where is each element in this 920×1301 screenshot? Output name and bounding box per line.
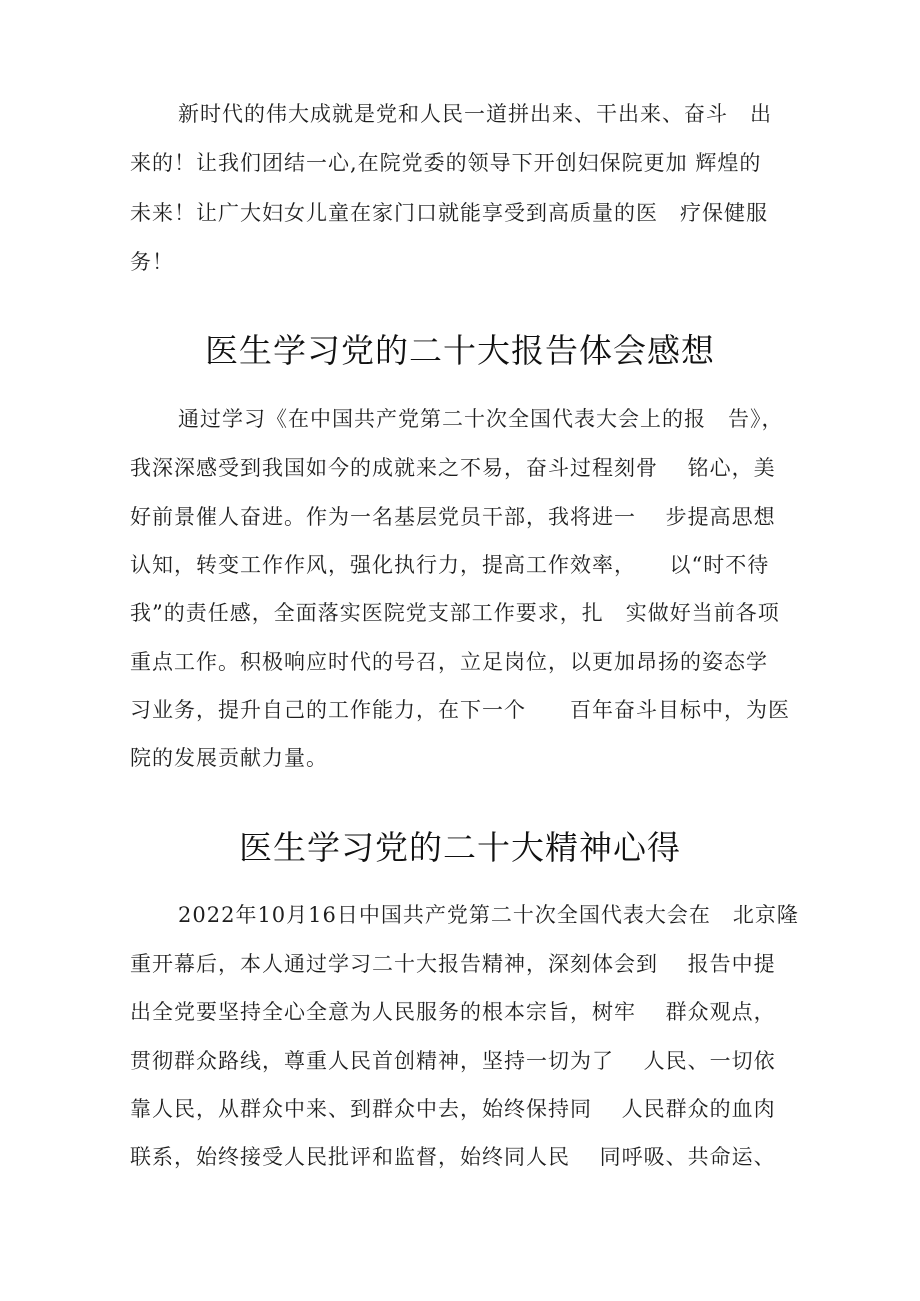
section2-line-1: 2022年10月16日中国共产党第二十次全国代表大会在 北京隆: [178, 903, 799, 927]
section2-line-6: 联系，始终接受人民批评和监督，始终同人民 同呼吸、共命运、: [130, 1145, 776, 1169]
section2-line-3: 出全党要坚持全心全意为人民服务的根本宗旨，树牢 群众观点，: [130, 1000, 776, 1024]
section2-title: 医生学习党的二十大精神心得: [239, 828, 681, 867]
intro-line-3: 未来！让广大妇女儿童在家门口就能享受到高质量的医 疗保健服: [130, 201, 768, 225]
section1-line-1: 通过学习《在中国共产党第二十次全国代表大会上的报 告》，: [178, 407, 784, 431]
section2-line-2: 重开幕后，本人通过学习二十大报告精神，深刻体会到 报告中提: [130, 952, 776, 976]
section2-line-4: 贯彻群众路线，尊重人民首创精神，坚持一切为了 人民、一切依: [130, 1049, 776, 1073]
section1-line-8: 院的发展贡献力量。: [130, 746, 328, 770]
section1-line-5: 我”的责任感，全面落实医院党支部工作要求，扎 实做好当前各项: [130, 601, 780, 625]
section1-line-7: 习业务，提升自己的工作能力，在下一个 百年奋斗目标中，为医: [130, 698, 790, 722]
section1-title: 医生学习党的二十大报告体会感想: [205, 331, 715, 370]
section2-line-5: 靠人民，从群众中来、到群众中去，始终保持同 人民群众的血肉: [130, 1097, 776, 1121]
section1-line-2: 我深深感受到我国如今的成就来之不易，奋斗过程刻骨 铭心，美: [130, 456, 776, 480]
intro-line-2: 来的！让我们团结一心,在院党委的领导下开创妇保院更加 辉煌的: [130, 151, 762, 175]
section1-line-6: 重点工作。积极响应时代的号召，立足岗位，以更加昂扬的姿态学: [130, 650, 768, 674]
section1-line-3: 好前景催人奋进。作为一名基层党员干部，我将进一 步提高思想: [130, 505, 776, 529]
intro-line-4: 务！: [130, 250, 174, 274]
intro-line-1: 新时代的伟大成就是党和人民一道拼出来、干出来、奋斗 出: [178, 102, 772, 126]
section1-line-4: 认知，转变工作作风，强化执行力，提高工作效率， 以“时不待: [130, 553, 770, 577]
